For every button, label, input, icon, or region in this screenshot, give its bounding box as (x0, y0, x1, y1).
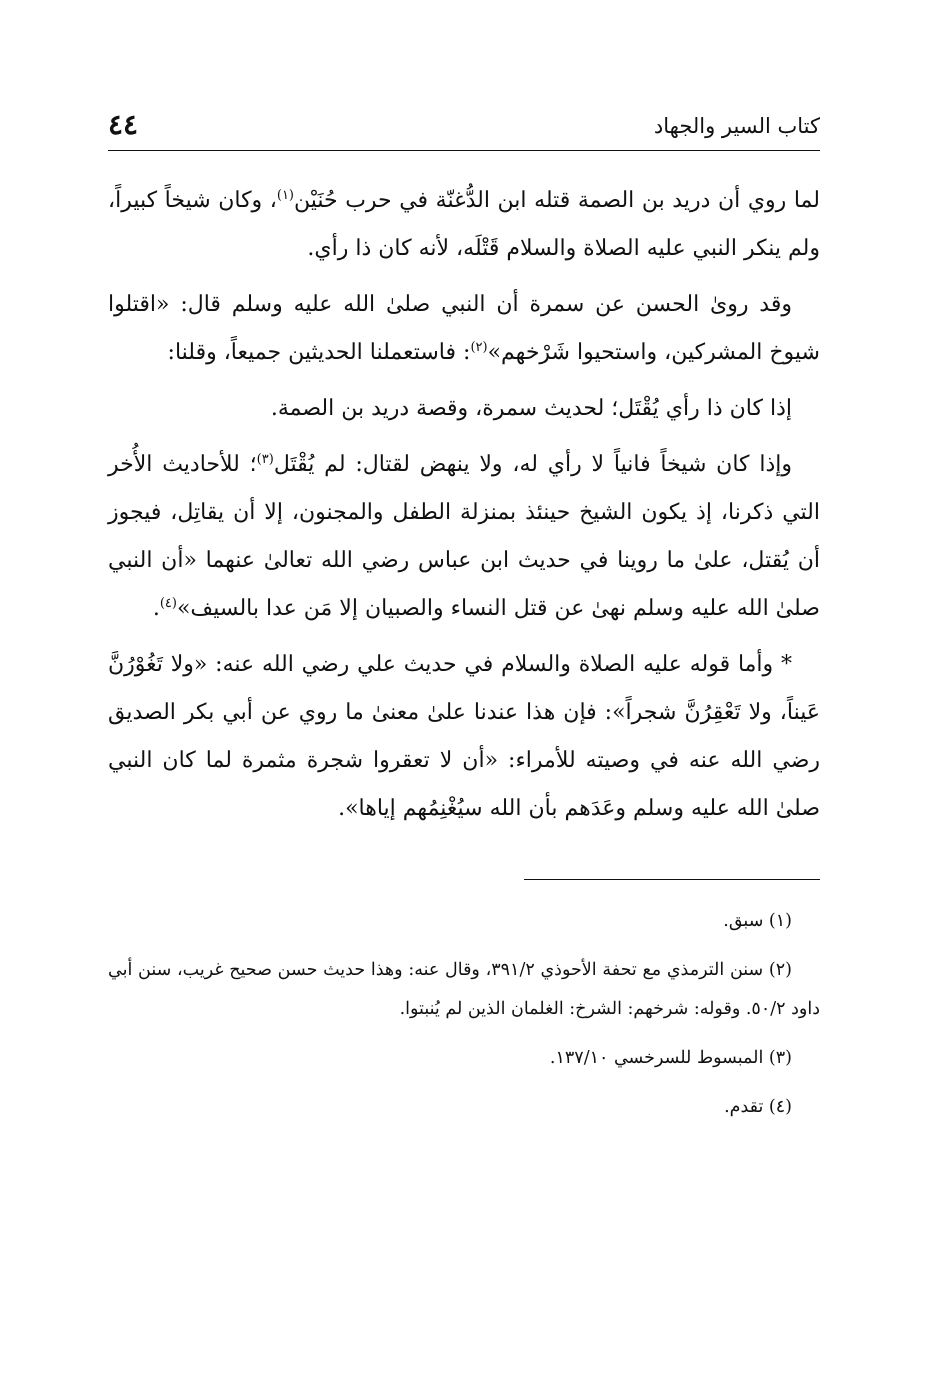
book-title: كتاب السير والجهاد (653, 114, 820, 138)
footnote: (١) سبق. (723, 911, 792, 931)
footnote-ref: (١) (276, 187, 294, 203)
main-text (108, 177, 820, 833)
paragraph: وإذا كان شيخاً فانياً لا رأي له، ولا ينهض لقتال: لم يُقْتَل$^{(٣)}$؛ للأحاديث الأُخر التي ذكرنا، إذ يكون الشيخ حينئذ بمنزلة الطفل والمجنون، إلا أن يقاتِل، فيجوز أن يُقتل، علیٰ ما روینا في حدیث ابن عباس رضي الله تعالیٰ عنهما «أن النبي صلیٰ الله علیه وسلم نهیٰ عن قتل النساء والصبيان إلا مَن عدا بالسيف»$^{(٤)}$. (108, 451, 820, 621)
footnotes (108, 902, 820, 1127)
footnote-ref: (٤) (159, 595, 177, 611)
footnote-ref: (٣) (256, 451, 274, 467)
footnote-ref: (٢) (470, 339, 488, 355)
paragraph: إذا كان ذا رأي يُقْتَل؛ لحديث سمرة، وقصة دريد بن الصمة. (270, 396, 792, 421)
page-number: ٤٤ (108, 108, 139, 141)
footnote: (٢) سنن الترمذي مع تحفة الأحوذي ٣٩١/٢، وقال عنه: وهذا حديث حسن صحيح غريب، سنن أبي داود ٥٠/٢. وقوله: شرخهم: الشرخ: الغلمان الذين لم يُنبتوا. (108, 960, 820, 1019)
page (108, 100, 820, 1137)
paragraph: * وأما قوله عليه الصلاة والسلام في حديث علي رضي الله عنه: «ولا تَغُوْرُنَّ عَيناً، ولا تَعْقِرُنَّ شجراً»: فإن هذا عندنا علیٰ معنیٰ ما روي عن أبي بكر الصديق رضي الله عنه في وصيته للأمراء: «أن لا تعقروا شجرة مثمرة لما كان النبي صلیٰ الله علیه وسلم وعَدَهم بأن الله سيُغْنِمُهم إياها». (108, 652, 820, 821)
paragraph: وقد رویٰ الحسن عن سمرة أن النبي صلیٰ الله علیه وسلم قال: «اقتلوا شیوخ المشرکین، واستحیوا شَرْخهم»$^{(٢)}$: فاستعملنا الحديثين جميعاً، وقلنا: (108, 292, 820, 365)
running-header (108, 100, 820, 151)
footnote-separator (524, 879, 820, 880)
footnote: (٤) تقدم. (724, 1097, 792, 1117)
footnote: (٣) المبسوط للسرخسي ١٣٧/١٠. (549, 1048, 792, 1068)
paragraph: لما روي أن دريد بن الصمة قتله ابن الدُّغنّة في حرب حُنَيْن$^{(١)}$، وكان شيخاً كبيراً، ولم ينكر النبي عليه الصلاة والسلام قَتْلَه، لأنه كان ذا رأي. (108, 187, 820, 261)
